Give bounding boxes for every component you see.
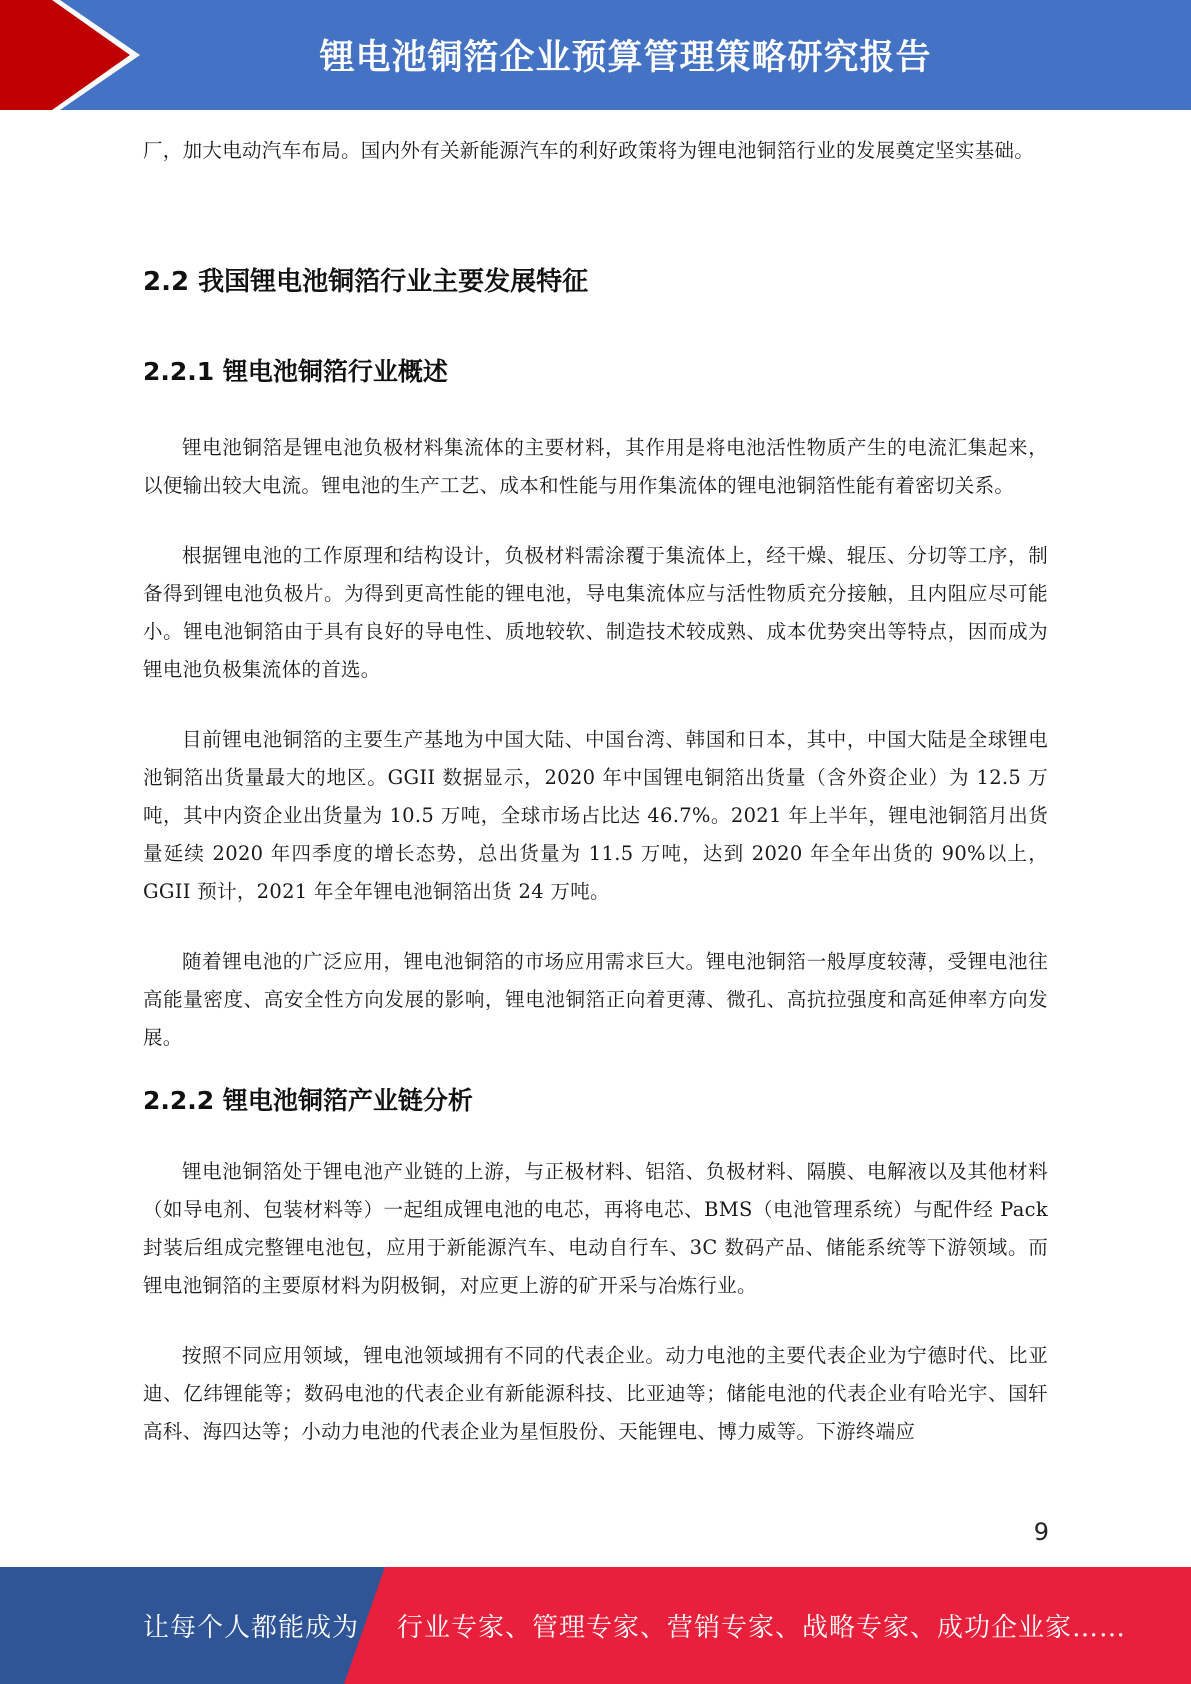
paragraph-2-2-1-2: 根据锂电池的工作原理和结构设计，负极材料需涂覆于集流体上，经干燥、辊压、分切等工序，制备得到锂电池负极片。为得到更高性能的锂电池，导电集流体应与活性物质充分接触，且内阻应尽可能小。锂电池铜箔由于具有良好的导电性、质地较软、制造技术较成熟、成本优势突出等特点，因而成为锂电池负极集流体的首选。 (143, 544, 1048, 681)
intro-paragraph: 厂，加大电动汽车布局。国内外有关新能源汽车的利好政策将为锂电池铜箔行业的发展奠定坚实基础。 (143, 139, 1035, 162)
section-2-2-1-heading: 2.2.1 锂电池铜箔行业概述 (143, 357, 448, 386)
page-header (0, 0, 1191, 110)
report-title: 锂电池铜箔企业预算管理策略研究报告 (319, 38, 932, 78)
page-number: 9 (1033, 1518, 1049, 1546)
section-2-2-2-heading: 2.2.2 锂电池铜箔产业链分析 (143, 1086, 473, 1115)
paragraph-2-2-2-1: 锂电池铜箔处于锂电池产业链的上游，与正极材料、铝箔、负极材料、隔膜、电解液以及其他材料（如导电剂、包装材料等）一起组成锂电池的电芯，再将电芯、BMS（电池管理系统）与配件经 Pack 封装后组成完整锂电池包，应用于新能源汽车、电动自行车、3C 数码产品、储能系统等下游领域。而锂电池铜箔的主要原材料为阴极铜，对应更上游的矿开采与冶炼行业。 (143, 1160, 1048, 1297)
paragraph-2-2-1-1: 锂电池铜箔是锂电池负极材料集流体的主要材料，其作用是将电池活性物质产生的电流汇集起来，以便输出较大电流。锂电池的生产工艺、成本和性能与用作集流体的锂电池铜箔性能有着密切关系。 (143, 436, 1048, 497)
paragraph-2-2-1-4: 随着锂电池的广泛应用，锂电池铜箔的市场应用需求巨大。锂电池铜箔一般厚度较薄，受锂电池往高能量密度、高安全性方向发展的影响，锂电池铜箔正向着更薄、微孔、高抗拉强度和高延伸率方向发展。 (143, 950, 1048, 1049)
page-content (143, 132, 1048, 1451)
paragraph-2-2-1-3: 目前锂电池铜箔的主要生产基地为中国大陆、中国台湾、韩国和日本，其中，中国大陆是全球锂电池铜箔出货量最大的地区。GGII 数据显示，2020 年中国锂电铜箔出货量（含外资企业）为 12.5 万吨，其中内资企业出货量为 10.5 万吨，全球市场占比达 46.7%。2021 年上半年，锂电池铜箔月出货量延续 2020 年四季度的增长态势，总出货量为 11.5 万吨，达到 2020 年全年出货的 90%以上，GGII 预计，2021 年全年锂电池铜箔出货 24 万吨。 (143, 728, 1048, 903)
footer-slogan-right: 行业专家、管理专家、营销专家、战略专家、成功企业家…… (397, 1613, 1127, 1643)
footer-slogan-left: 让每个人都能成为 (143, 1613, 360, 1643)
paragraph-2-2-2-2: 按照不同应用领域，锂电池领域拥有不同的代表企业。动力电池的主要代表企业为宁德时代、比亚迪、亿纬锂能等；数码电池的代表企业有新能源科技、比亚迪等；储能电池的代表企业有哈光宇、国轩高科、海四达等；小动力电池的代表企业为星恒股份、天能锂电、博力威等。下游终端应 (143, 1344, 1048, 1443)
page-footer (0, 1567, 1191, 1684)
section-2-2-heading: 2.2 我国锂电池铜箔行业主要发展特征 (143, 267, 589, 297)
